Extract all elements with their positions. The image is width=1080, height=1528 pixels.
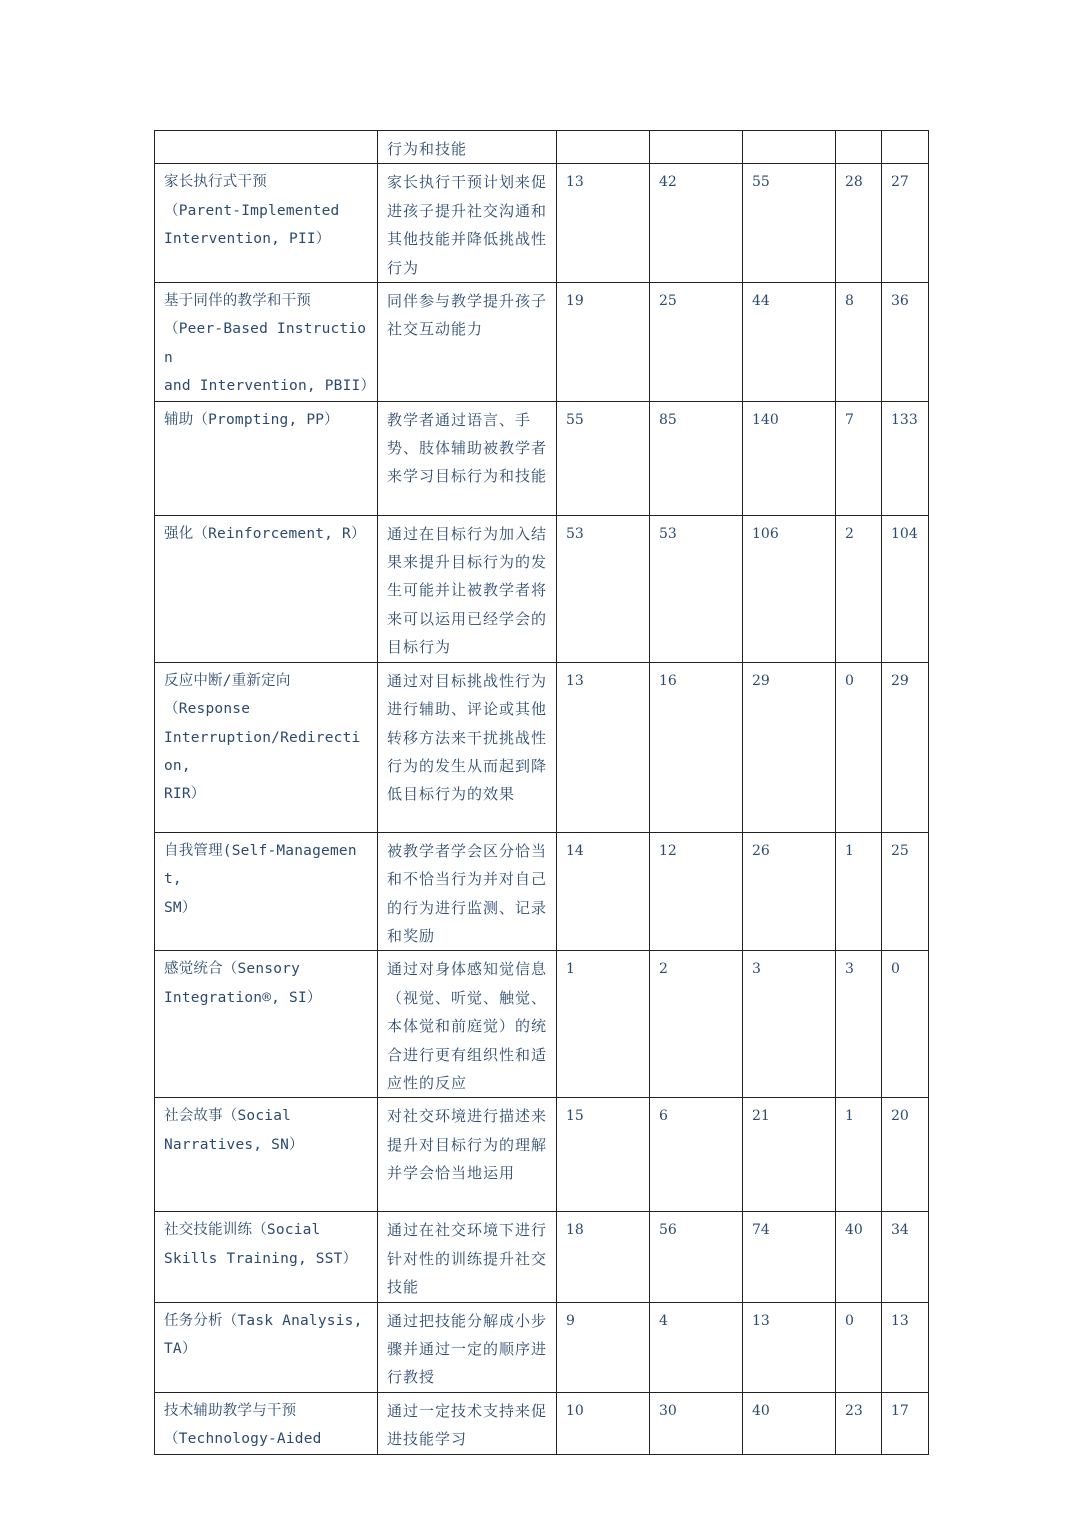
- table-row: [155, 131, 929, 164]
- table-row: [155, 401, 929, 515]
- intervention-name-cell: [155, 401, 378, 515]
- intervention-name-cell: [155, 1392, 378, 1454]
- count-cell-4: 0: [836, 1302, 882, 1392]
- intervention-definition-cell: 通过把技能分解成小步骤并通过一定的顺序进行教授: [378, 1302, 557, 1392]
- count-cell-4: 1: [836, 832, 882, 951]
- count-cell-5: 133: [882, 401, 929, 515]
- count-cell-5: 13: [882, 1302, 929, 1392]
- count-cell-1: 15: [557, 1098, 650, 1212]
- count-cell-5: 27: [882, 164, 929, 283]
- count-cell-3: 106: [743, 515, 836, 662]
- count-cell-3: [743, 131, 836, 164]
- intervention-name-line: 社交技能训练（Social: [164, 1222, 321, 1239]
- count-cell-3: 74: [743, 1212, 836, 1302]
- intervention-name-line: RIR）: [164, 786, 206, 803]
- intervention-definition-cell: 通过对目标挑战性行为进行辅助、评论或其他转移方法来干扰挑战性行为的发生从而起到降低目标行为的效果: [378, 662, 557, 832]
- count-cell-2: 56: [650, 1212, 743, 1302]
- count-cell-1: 1: [557, 951, 650, 1098]
- count-cell-3: 55: [743, 164, 836, 283]
- count-cell-1: 14: [557, 832, 650, 951]
- intervention-name-line: Skills Training, SST）: [164, 1250, 358, 1267]
- table-row: [155, 1212, 929, 1302]
- count-cell-1: 55: [557, 401, 650, 515]
- intervention-name-cell: [155, 1302, 378, 1392]
- count-cell-2: 85: [650, 401, 743, 515]
- count-cell-4: 0: [836, 662, 882, 832]
- table-row: [155, 515, 929, 662]
- intervention-name-line: 感觉统合（Sensory: [164, 961, 301, 978]
- intervention-definition-cell: 被教学者学会区分恰当和不恰当行为并对自己的行为进行监测、记录和奖励: [378, 832, 557, 951]
- intervention-name-line: 社会故事（Social: [164, 1108, 292, 1125]
- count-cell-4: 8: [836, 283, 882, 402]
- intervention-name-line: 辅助（Prompting, PP）: [164, 411, 339, 428]
- intervention-name-cell: [155, 1212, 378, 1302]
- intervention-definition-cell: 通过对身体感知觉信息（视觉、听觉、触觉、本体觉和前庭觉）的统合进行更有组织性和适应性的反应: [378, 951, 557, 1098]
- table-row: [155, 662, 929, 832]
- table-row: [155, 1392, 929, 1454]
- table-body: [155, 131, 929, 1455]
- intervention-table: [154, 130, 929, 1455]
- count-cell-2: 12: [650, 832, 743, 951]
- table-row: [155, 1302, 929, 1392]
- count-cell-4: 28: [836, 164, 882, 283]
- count-cell-4: 40: [836, 1212, 882, 1302]
- intervention-name-line: Interruption/Redirection,: [164, 729, 361, 774]
- count-cell-3: 29: [743, 662, 836, 832]
- intervention-definition-cell: 教学者通过语言、手势、肢体辅助被教学者来学习目标行为和技能: [378, 401, 557, 515]
- count-cell-5: 29: [882, 662, 929, 832]
- count-cell-2: 42: [650, 164, 743, 283]
- count-cell-2: [650, 131, 743, 164]
- intervention-name-line: and Intervention, PBII）: [164, 378, 376, 395]
- count-cell-4: 23: [836, 1392, 882, 1454]
- count-cell-4: 7: [836, 401, 882, 515]
- intervention-name-cell: [155, 951, 378, 1098]
- count-cell-5: 104: [882, 515, 929, 662]
- intervention-name-line: SM）: [164, 899, 197, 916]
- count-cell-5: [882, 131, 929, 164]
- intervention-name-line: 技术辅助教学与干预: [164, 1402, 297, 1419]
- count-cell-5: 20: [882, 1098, 929, 1212]
- intervention-name-line: （Peer-Based Instruction: [164, 321, 367, 366]
- table-row: [155, 951, 929, 1098]
- intervention-definition-cell: 家长执行干预计划来促进孩子提升社交沟通和其他技能并降低挑战性行为: [378, 164, 557, 283]
- count-cell-5: 0: [882, 951, 929, 1098]
- count-cell-2: 53: [650, 515, 743, 662]
- intervention-name-line: Integration®, SI）: [164, 989, 322, 1006]
- intervention-name-line: 自我管理(Self-Management,: [164, 842, 357, 888]
- count-cell-5: 25: [882, 832, 929, 951]
- intervention-name-cell: [155, 131, 378, 164]
- count-cell-1: 9: [557, 1302, 650, 1392]
- intervention-name-line: 强化（Reinforcement, R）: [164, 525, 366, 542]
- intervention-name-cell: [155, 832, 378, 951]
- intervention-name-line: （Technology-Aided: [164, 1431, 322, 1448]
- count-cell-3: 44: [743, 283, 836, 402]
- intervention-name-line: TA）: [164, 1340, 197, 1357]
- table-row: [155, 164, 929, 283]
- intervention-definition-cell: 行为和技能: [378, 131, 557, 164]
- table-row: [155, 1098, 929, 1212]
- count-cell-4: 1: [836, 1098, 882, 1212]
- intervention-name-cell: [155, 662, 378, 832]
- intervention-definition-cell: 通过在社交环境下进行针对性的训练提升社交技能: [378, 1212, 557, 1302]
- count-cell-2: 25: [650, 283, 743, 402]
- intervention-name-cell: [155, 164, 378, 283]
- count-cell-4: 3: [836, 951, 882, 1098]
- count-cell-3: 3: [743, 951, 836, 1098]
- count-cell-3: 13: [743, 1302, 836, 1392]
- intervention-name-line: 反应中断/重新定向: [164, 672, 291, 689]
- intervention-name-line: 基于同伴的教学和干预: [164, 293, 311, 310]
- table-row: [155, 283, 929, 402]
- intervention-name-line: （Response: [164, 701, 251, 718]
- count-cell-3: 140: [743, 401, 836, 515]
- count-cell-4: [836, 131, 882, 164]
- intervention-name-line: Narratives, SN）: [164, 1136, 304, 1153]
- intervention-name-cell: [155, 283, 378, 402]
- count-cell-5: 34: [882, 1212, 929, 1302]
- count-cell-2: 4: [650, 1302, 743, 1392]
- count-cell-3: 40: [743, 1392, 836, 1454]
- count-cell-5: 17: [882, 1392, 929, 1454]
- count-cell-1: 18: [557, 1212, 650, 1302]
- intervention-name-cell: [155, 1098, 378, 1212]
- intervention-name-line: Intervention, PII）: [164, 231, 331, 248]
- count-cell-2: 2: [650, 951, 743, 1098]
- count-cell-3: 21: [743, 1098, 836, 1212]
- intervention-definition-cell: 对社交环境进行描述来提升对目标行为的理解并学会恰当地运用: [378, 1098, 557, 1212]
- count-cell-1: [557, 131, 650, 164]
- count-cell-1: 19: [557, 283, 650, 402]
- count-cell-1: 10: [557, 1392, 650, 1454]
- count-cell-1: 13: [557, 164, 650, 283]
- count-cell-4: 2: [836, 515, 882, 662]
- intervention-name-cell: [155, 515, 378, 662]
- table-row: [155, 832, 929, 951]
- count-cell-1: 13: [557, 662, 650, 832]
- count-cell-1: 53: [557, 515, 650, 662]
- intervention-definition-cell: 同伴参与教学提升孩子社交互动能力: [378, 283, 557, 402]
- intervention-name-line: 家长执行式干预: [164, 174, 267, 191]
- intervention-name-line: 任务分析（Task Analysis,: [164, 1312, 363, 1329]
- count-cell-5: 36: [882, 283, 929, 402]
- count-cell-2: 6: [650, 1098, 743, 1212]
- intervention-definition-cell: 通过一定技术支持来促进技能学习: [378, 1392, 557, 1454]
- count-cell-2: 16: [650, 662, 743, 832]
- count-cell-3: 26: [743, 832, 836, 951]
- intervention-definition-cell: 通过在目标行为加入结果来提升目标行为的发生可能并让被教学者将来可以运用已经学会的目标行为: [378, 515, 557, 662]
- count-cell-2: 30: [650, 1392, 743, 1454]
- intervention-name-line: （Parent-Implemented: [164, 202, 340, 219]
